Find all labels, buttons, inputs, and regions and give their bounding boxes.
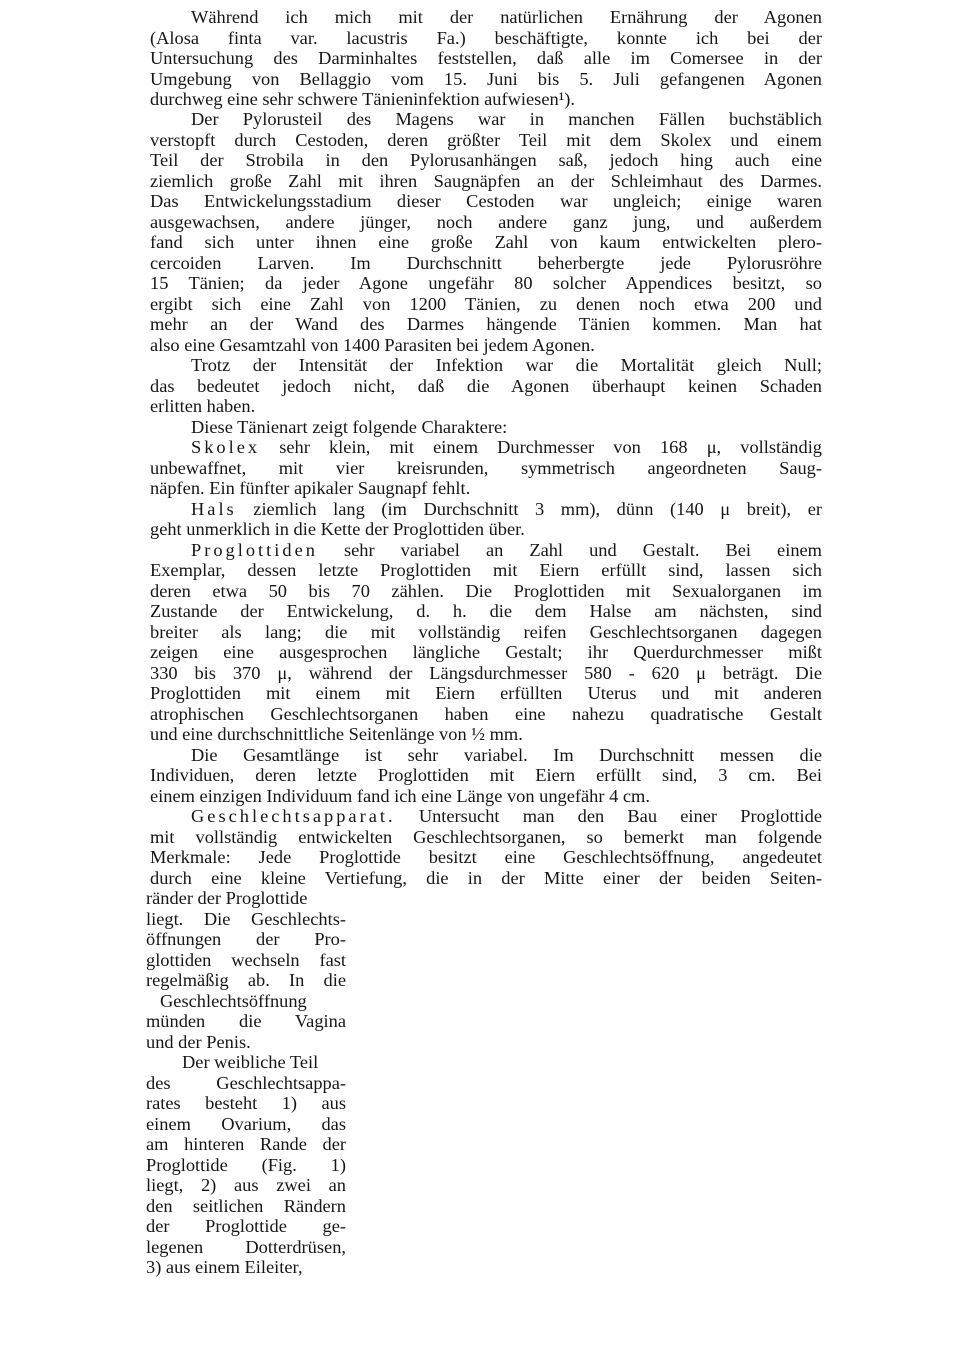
column-text-line: glottiden wechseln fast [146, 950, 346, 970]
column-text-line: des Geschlechtsappa- [146, 1073, 346, 1093]
text-line: Zustande der Entwickelung, d. h. die dem Halse am nächsten, sind [150, 601, 822, 621]
text-line [191, 540, 822, 560]
text-line: ziemlich große Zahl mit ihren Saugnäpfen an der Schleimhaut des Darmes. [150, 171, 822, 191]
text-line: also eine Gesamtzahl von 1400 Parasiten bei jedem Agonen. [150, 335, 595, 355]
text-line: und eine durchschnittliche Seitenlänge von ½ mm. [150, 724, 523, 744]
text-line: Umgebung von Bellaggio vom 15. Juni bis 5. Juli gefangenen Agonen [150, 69, 822, 89]
text-line: mit vollständig entwickelten Geschlechtsorganen, so bemerkt man folgende [150, 827, 822, 847]
column-text-line: regelmäßig ab. In die [146, 970, 346, 990]
column-text-line: liegt. Die Geschlechts- [146, 909, 346, 929]
text-line: ausgewachsen, andere jünger, noch andere ganz jung, und außerdem [150, 212, 822, 232]
text-line: Exemplar, dessen letzte Proglottiden mit Eiern erfüllt sind, lassen sich [150, 560, 822, 580]
text-line: näpfen. Ein fünfter apikaler Saugnapf fehlt. [150, 478, 471, 498]
text-line: fand sich unter ihnen eine große Zahl von kaum entwickelten plero- [150, 232, 822, 252]
text-line: verstopft durch Cestoden, deren größter Teil mit dem Skolex und einem [150, 130, 822, 150]
text-run: sehr variabel an Zahl und Gestalt. Bei einem [343, 540, 822, 560]
text-line: unbewaffnet, mit vier kreisrunden, symmetrisch angeordneten Saug- [150, 458, 822, 478]
text-line: Untersuchung des Darminhaltes feststellen, daß alle im Comersee in der [150, 48, 822, 68]
column-text-line: legenen Dotterdrüsen, [146, 1237, 346, 1257]
column-text-line: Proglottide (Fig. 1) [146, 1155, 346, 1175]
text-line: breiter als lang; die mit vollständig reifen Geschlechtsorganen dagegen [150, 622, 822, 642]
text-line: Diese Tänienart zeigt folgende Charaktere: [191, 417, 508, 437]
spaced-heading: Geschlechtsapparat. [191, 806, 396, 826]
text-line: 330 bis 370 μ, während der Längsdurchmesser 580 - 620 μ beträgt. Die [150, 663, 822, 683]
spaced-heading: Proglottiden [191, 540, 318, 560]
text-line: Merkmale: Jede Proglottide besitzt eine Geschlechtsöffnung, angedeutet [150, 847, 822, 867]
text-line: mehr an der Wand des Darmes hängende Tänien kommen. Man hat [150, 314, 822, 334]
text-run: sehr klein, mit einem Durchmesser von 168 μ, vollständig [279, 437, 822, 457]
column-text-line: den seitlichen Rändern [146, 1196, 346, 1216]
column-text-line: öffnungen der Pro- [146, 929, 346, 949]
text-run: Untersucht man den Bau einer Proglottide [418, 806, 822, 826]
text-line: Während ich mich mit der natürlichen Ernährung der Agonen [191, 7, 822, 27]
text-line: Individuen, deren letzte Proglottiden mit Eiern erfüllt sind, 3 cm. Bei [150, 765, 822, 785]
text-line [191, 806, 822, 826]
column-text-line: am hinteren Rande der [146, 1134, 346, 1154]
text-line: atrophischen Geschlechtsorganen haben eine nahezu quadratische Gestalt [150, 704, 822, 724]
text-line: Der Pylorusteil des Magens war in manchen Fällen buchstäblich [191, 109, 822, 129]
text-line [191, 499, 822, 519]
text-line: zeigen eine ausgesprochen längliche Gestalt; ihr Querdurchmesser mißt [150, 642, 822, 662]
text-line: das bedeutet jedoch nicht, daß die Agonen überhaupt keinen Schaden [150, 376, 822, 396]
column-text-line: und der Penis. [146, 1032, 251, 1052]
text-line: Trotz der Intensität der Infektion war die Mortalität gleich Null; [191, 355, 822, 375]
text-line [191, 437, 822, 457]
text-line: cercoiden Larven. Im Durchschnitt beherbergte jede Pylorusröhre [150, 253, 822, 273]
column-text-line: einem Ovarium, das [146, 1114, 346, 1134]
column-text-line: 3) aus einem Eileiter, [146, 1257, 303, 1277]
text-line: geht unmerklich in die Kette der Proglottiden über. [150, 519, 525, 539]
column-text-line: liegt, 2) aus zwei an [146, 1175, 346, 1195]
text-line: Proglottiden mit einem mit Eiern erfüllten Uterus und mit anderen [150, 683, 822, 703]
text-run: ziemlich lang (im Durchschnitt 3 mm), dünn (140 μ breit), er [253, 499, 822, 519]
text-line: durchweg eine sehr schwere Tänieninfektion aufwiesen¹). [150, 89, 575, 109]
text-line: 15 Tänien; da jeder Agone ungefähr 80 solcher Appendices besitzt, so [150, 273, 822, 293]
spaced-heading: Hals [191, 499, 237, 519]
text-line: durch eine kleine Vertiefung, die in der Mitte einer der beiden Seiten- [150, 868, 822, 888]
column-text-line: rates besteht 1) aus [146, 1093, 346, 1113]
text-line: Die Gesamtlänge ist sehr variabel. Im Durchschnitt messen die [191, 745, 822, 765]
text-line: (Alosa finta var. lacustris Fa.) beschäftigte, konnte ich bei der [150, 28, 822, 48]
text-line: deren etwa 50 bis 70 zählen. Die Proglottiden mit Sexualorganen im [150, 581, 822, 601]
column-text-line: Geschlechtsöffnung [160, 991, 307, 1011]
text-line: ergibt sich eine Zahl von 1200 Tänien, zu denen noch etwa 200 und [150, 294, 822, 314]
column-text-line: der Proglottide ge- [146, 1216, 346, 1236]
column-text-line: ränder der Proglottide [146, 888, 308, 908]
text-line: erlitten haben. [150, 396, 256, 416]
spaced-heading: Skolex [191, 437, 261, 457]
column-text-line: Der weibliche Teil [182, 1052, 319, 1072]
text-line: Das Entwickelungsstadium dieser Cestoden war ungleich; einige waren [150, 191, 822, 211]
text-line: Teil der Strobila in den Pylorusanhängen saß, jedoch hing auch eine [150, 150, 822, 170]
text-line: einem einzigen Individuum fand ich eine Länge von ungefähr 4 cm. [150, 786, 650, 806]
column-text-line: münden die Vagina [146, 1011, 346, 1031]
